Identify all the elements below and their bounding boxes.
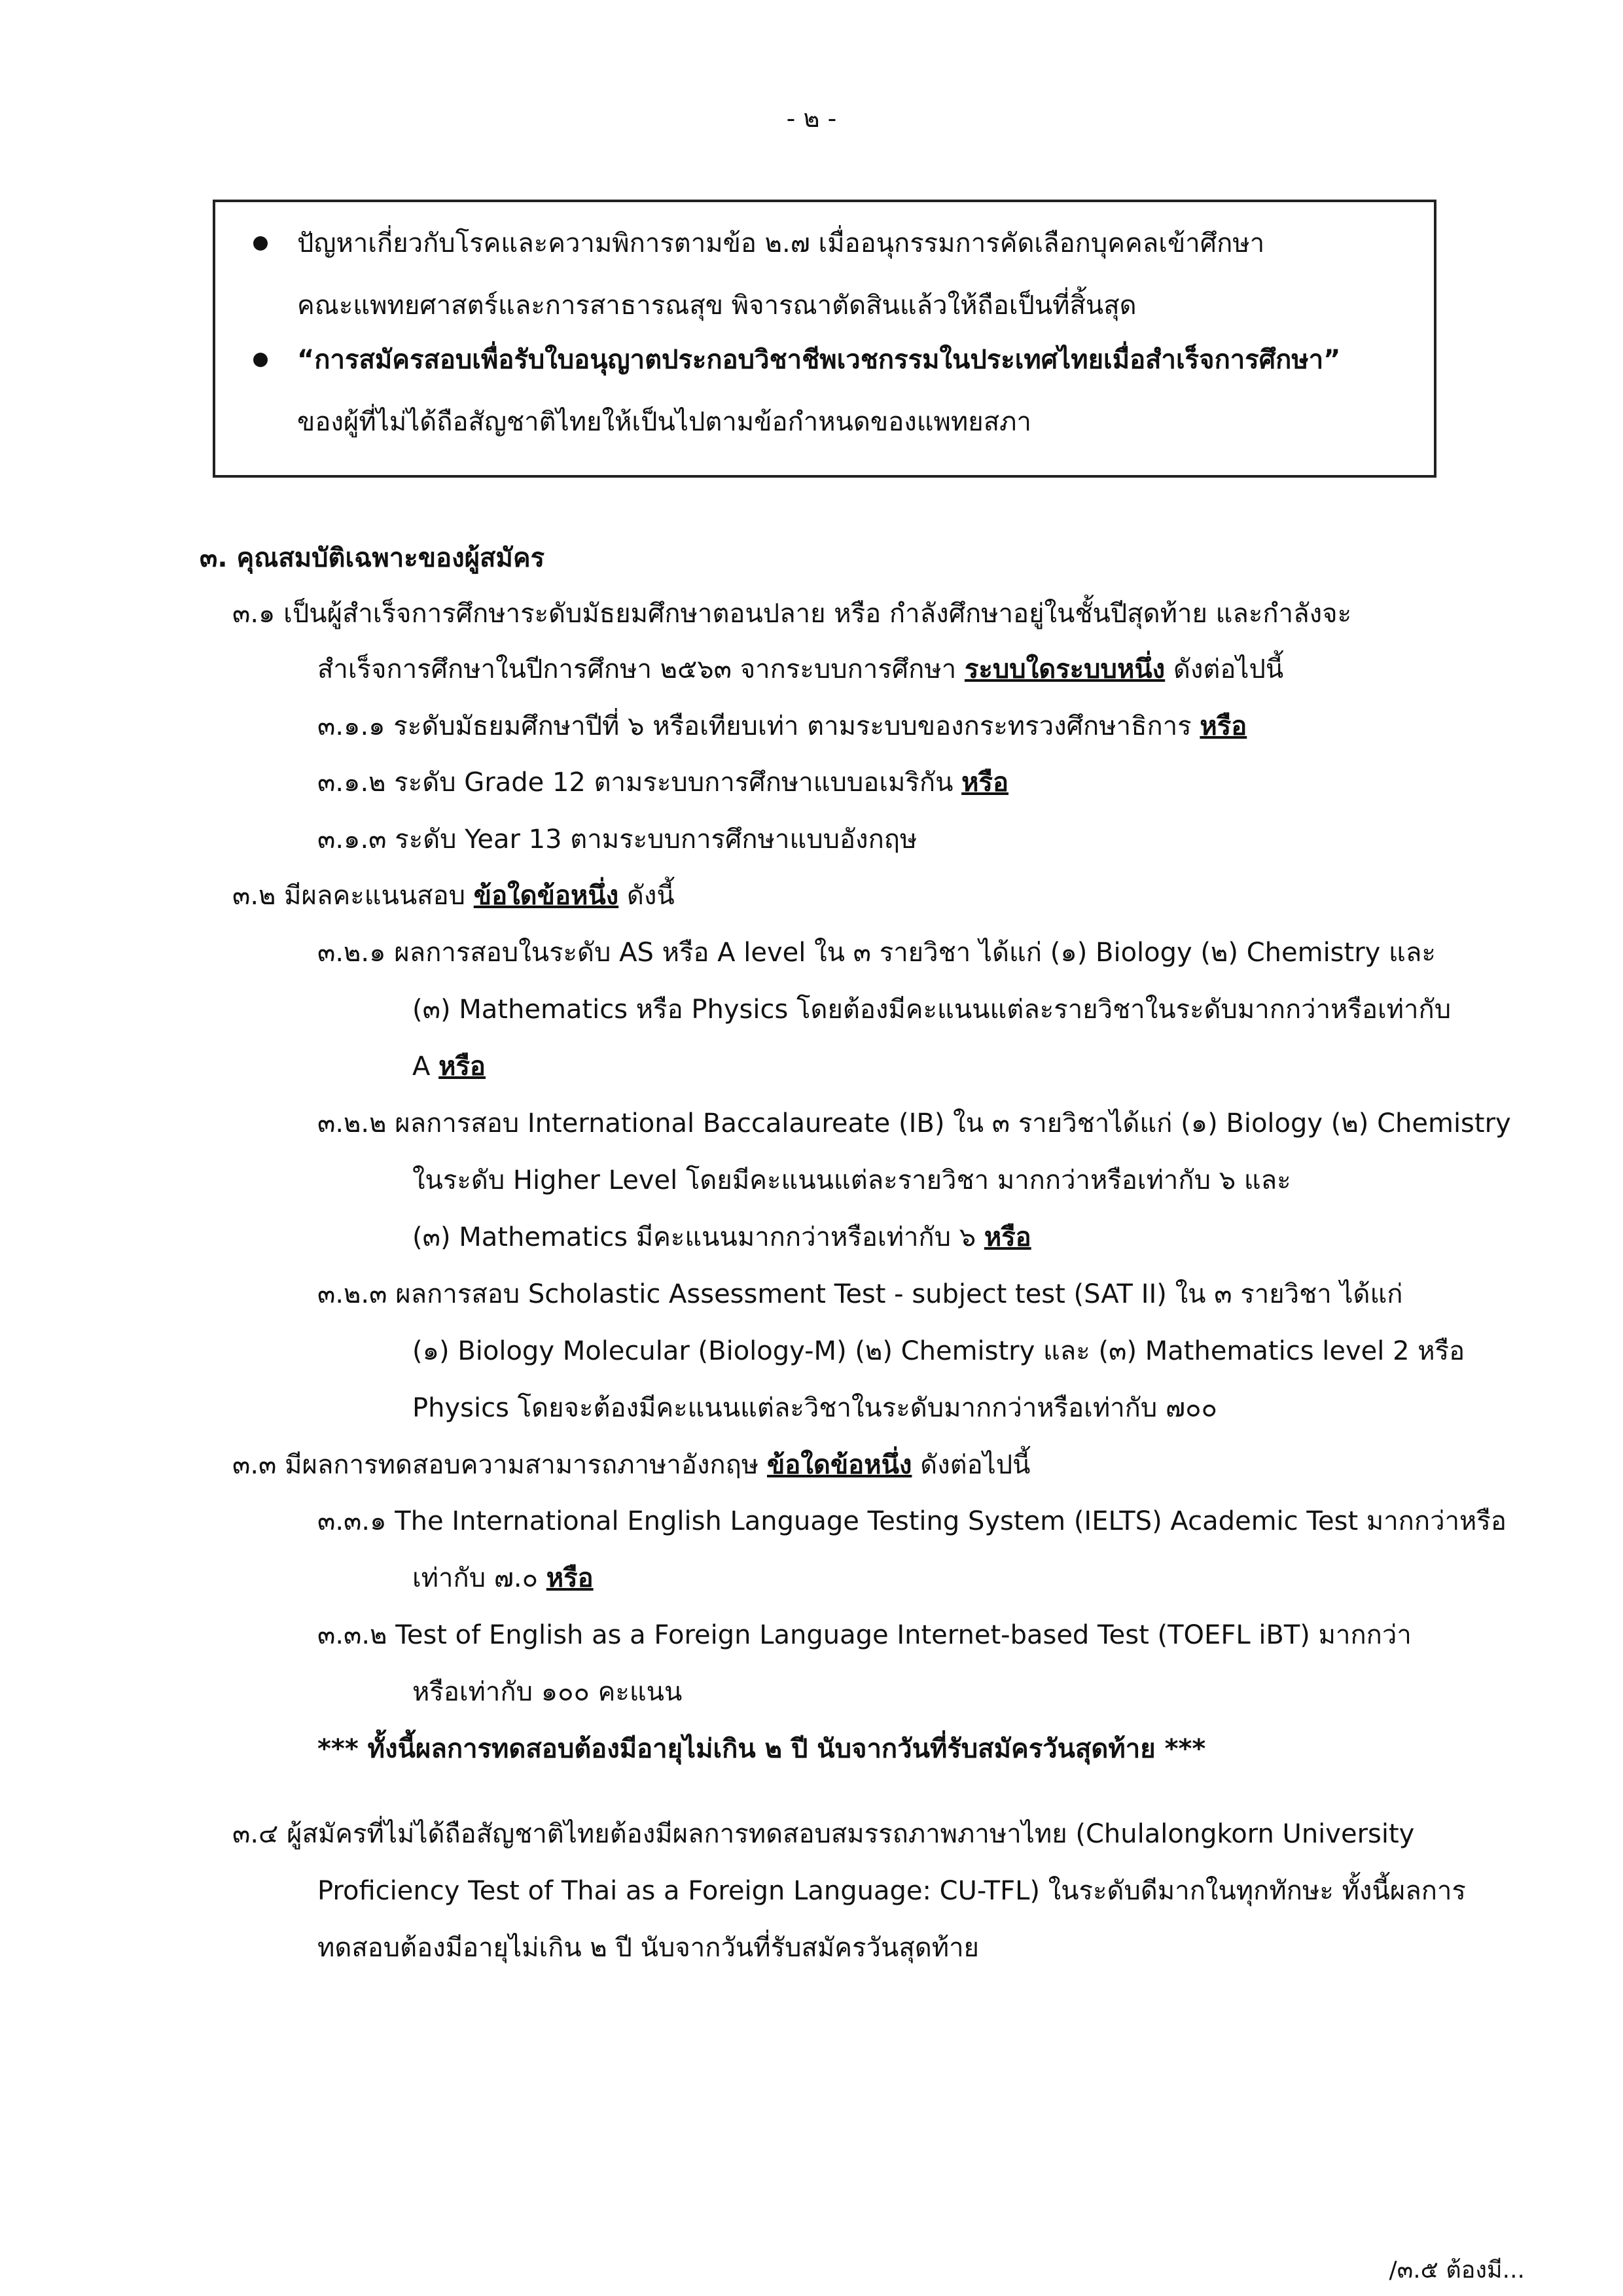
s313: ๓.๑.๓ ระดับ Year 13 ตามระบบการศึกษาแบบอังกฤษ [317, 824, 918, 855]
s323-line3: Physics โดยจะต้องมีคะแนนแต่ละวิชาในระดับมากกว่าหรือเท่ากับ ๗๐๐ [412, 1393, 1217, 1423]
s331-line2: เท่ากับ ๗.๐ หรือ [412, 1563, 594, 1593]
s34-line3: ทดสอบต้องมีอายุไม่เกิน ๒ ปี นับจากวันที่รับสมัครวันสุดท้าย [317, 1933, 979, 1963]
s31-line1: ๓.๑ เป็นผู้สำเร็จการศึกษาระดับมัธยมศึกษาตอนปลาย หรือ กำลังศึกษาอยู่ในชั้นปีสุดท้าย และกำลังจะ [232, 599, 1352, 629]
s34-line2: Proficiency Test of Thai as a Foreign Language: CU-TFL) ในระดับดีมากในทุกทักษะ ทั้งนี้ผลการ [317, 1876, 1466, 1906]
notice-bullet2-line1: “การสมัครสอบเพื่อรับใบอนุญาตประกอบวิชาชีพเวชกรรมในประเทศไทยเมื่อสำเร็จการศึกษา” [297, 345, 1341, 375]
notice-box [213, 200, 1436, 478]
s311: ๓.๑.๑ ระดับมัธยมศึกษาปีที่ ๖ หรือเทียบเท่า ตามระบบของกระทรวงศึกษาธิการ หรือ [317, 711, 1247, 741]
next-page-marker: /๓.๕ ต้องมี... [1389, 2257, 1525, 2284]
s321-line1: ๓.๒.๑ ผลการสอบในระดับ AS หรือ A level ใน ๓ รายวิชา ได้แก่ (๑) Biology (๒) Chemistry และ [317, 938, 1436, 968]
s321-line2: (๓) Mathematics หรือ Physics โดยต้องมีคะแนนแต่ละรายวิชาในระดับมากกว่าหรือเท่ากับ [412, 995, 1452, 1025]
s322-line1: ๓.๒.๒ ผลการสอบ International Baccalaureate (IB) ใน ๓ รายวิชาได้แก่ (๑) Biology (๒) Chemistry [317, 1108, 1511, 1139]
page-number: - ๒ - [786, 104, 837, 133]
notice-bullet2-line2: ของผู้ที่ไม่ได้ถือสัญชาติไทยให้เป็นไปตามข้อกำหนดของแพทยสภา [297, 407, 1031, 437]
s331-line1: ๓.๓.๑ The International English Language Testing System (IELTS) Academic Test มากกว่าหรือ [317, 1506, 1507, 1536]
notice-bullet1-line2: คณะแพทยศาสตร์และการสาธารณสุข พิจารณาตัดสินแล้วให้ถือเป็นที่สิ้นสุด [297, 291, 1137, 321]
bullet-dot-icon [253, 353, 268, 367]
s322-line3: (๓) Mathematics มีคะแนนมากกว่าหรือเท่ากับ ๖ หรือ [412, 1222, 1031, 1252]
s34-line1: ๓.๔ ผู้สมัครที่ไม่ได้ถือสัญชาติไทยต้องมีผลการทดสอบสมรรถภาพภาษาไทย (Chulalongkorn University [232, 1819, 1415, 1849]
s323-line2: (๑) Biology Molecular (Biology-M) (๒) Chemistry และ (๓) Mathematics level 2 หรือ [412, 1336, 1465, 1366]
s322-line2: ในระดับ Higher Level โดยมีคะแนนแต่ละรายวิชา มากกว่าหรือเท่ากับ ๖ และ [412, 1165, 1291, 1195]
s323-line1: ๓.๒.๓ ผลการสอบ Scholastic Assessment Test - subject test (SAT II) ใน ๓ รายวิชา ได้แก่ [317, 1279, 1403, 1309]
s32: ๓.๒ มีผลคะแนนสอบ ข้อใดข้อหนึ่ง ดังนี้ [232, 881, 675, 911]
bullet-dot-icon [253, 236, 268, 251]
s33: ๓.๓ มีผลการทดสอบความสามารถภาษาอังกฤษ ข้อใดข้อหนึ่ง ดังต่อไปนี้ [232, 1450, 1031, 1480]
s321-line3: A หรือ [412, 1051, 486, 1082]
s312: ๓.๑.๒ ระดับ Grade 12 ตามระบบการศึกษาแบบอเมริกัน หรือ [317, 768, 1008, 798]
s332-line1: ๓.๓.๒ Test of English as a Foreign Language Internet-based Test (TOEFL iBT) มากกว่า [317, 1620, 1412, 1650]
s33-note: *** ทั้งนี้ผลการทดสอบต้องมีอายุไม่เกิน ๒ ปี นับจากวันที่รับสมัครวันสุดท้าย *** [317, 1734, 1206, 1764]
section3-heading: ๓. คุณสมบัติเฉพาะของผู้สมัคร [200, 543, 545, 573]
s31-line2: สำเร็จการศึกษาในปีการศึกษา ๒๕๖๓ จากระบบการศึกษา ระบบใดระบบหนึ่ง ดังต่อไปนี้ [317, 654, 1284, 684]
s332-line2: หรือเท่ากับ ๑๐๐ คะแนน [412, 1677, 683, 1707]
notice-bullet1-line1: ปัญหาเกี่ยวกับโรคและความพิการตามข้อ ๒.๗ เมื่ออนุกรรมการคัดเลือกบุคคลเข้าศึกษา [297, 228, 1265, 258]
